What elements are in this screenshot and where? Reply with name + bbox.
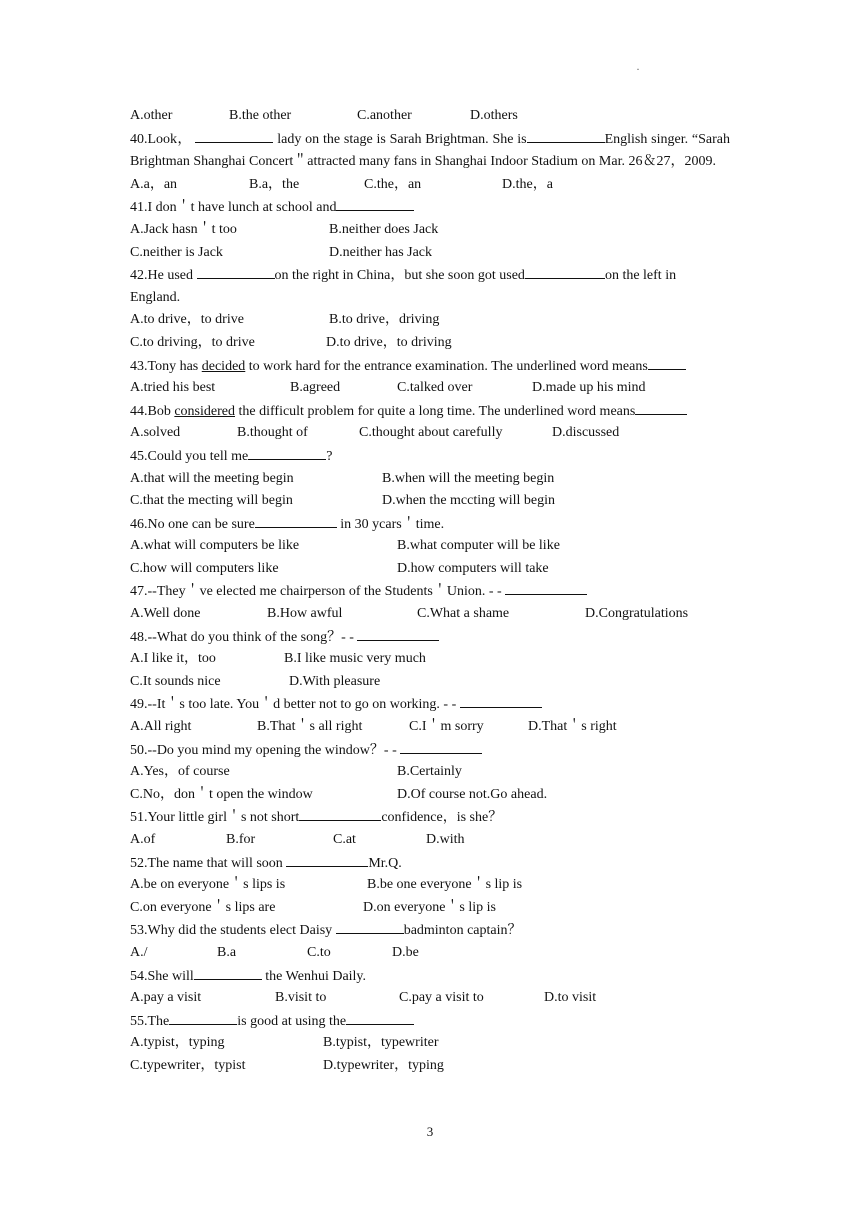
option-c: C.another	[357, 108, 412, 123]
underlined-word: considered	[174, 403, 235, 419]
option-c: C.to	[307, 944, 331, 960]
question-54-stem: 54.She will the Wenhui Daily.	[130, 965, 730, 988]
option-b: B.typist，typewriter	[323, 1035, 439, 1051]
option-a: A.tried his best	[130, 380, 216, 396]
option-d: D.on everyone＇s lip is	[363, 899, 496, 915]
question-46-options-row1	[130, 535, 730, 558]
option-a: A.Jack hasn＇t too	[130, 221, 237, 237]
option-d: D.Congratulations	[585, 606, 689, 622]
answer-blank	[460, 693, 542, 708]
question-41-options-row2	[130, 242, 730, 265]
option-c: C.talked over	[397, 380, 473, 396]
question-55-options-row1	[130, 1032, 730, 1055]
answer-blank	[400, 739, 482, 754]
option-a: A.Well done	[130, 606, 201, 622]
answer-blank	[525, 264, 605, 279]
option-a: A.solved	[130, 425, 181, 441]
answer-blank	[648, 355, 686, 370]
question-55-options-row2	[130, 1055, 730, 1078]
option-a: A.All right	[130, 719, 192, 735]
question-47-options	[130, 603, 730, 626]
option-c: C.I＇m sorry	[409, 719, 484, 735]
option-d: D.to drive，to driving	[326, 334, 452, 350]
option-d: D.to visit	[544, 990, 597, 1006]
answer-blank	[635, 400, 687, 415]
question-48-options-row1	[130, 648, 730, 671]
option-d: D.when the mccting will begin	[382, 493, 556, 509]
answer-blank	[336, 919, 404, 934]
question-list	[130, 105, 730, 1078]
option-c: C.that the mecting will begin	[130, 493, 293, 509]
question-44-stem: 44.Bob considered the difficult problem for quite a long time. The underlined word means	[130, 400, 730, 423]
option-b: B.I like music very much	[284, 651, 426, 667]
question-50-stem: 50.--Do you mind my opening the window？- -	[130, 739, 730, 762]
question-49-stem: 49.--It＇s too late. You＇d better not to go on working. - -	[130, 693, 730, 716]
question-53-stem: 53.Why did the students elect Daisy badminton captain？	[130, 919, 730, 942]
question-47-stem: 47.--They＇ve elected me chairperson of the Students＇Union. - -	[130, 580, 730, 603]
option-c: C.typewriter，typist	[130, 1057, 246, 1073]
header-mark: ·	[636, 62, 640, 76]
option-a: A.Yes，of course	[130, 764, 230, 780]
answer-blank	[197, 264, 275, 279]
option-c: C.It sounds nice	[130, 673, 221, 689]
option-b: B.for	[226, 832, 256, 847]
option-d: D.Of course not.Go ahead.	[397, 786, 548, 802]
option-b: B.to drive，driving	[329, 312, 440, 328]
question-52-stem: 52.The name that will soon Mr.Q.	[130, 852, 730, 875]
answer-blank	[286, 852, 368, 867]
question-40-options	[130, 174, 730, 197]
option-d: D.typewriter，typing	[323, 1057, 444, 1073]
option-d: D.With pleasure	[289, 673, 381, 689]
option-d: D.neither has Jack	[329, 244, 433, 260]
option-b: B.be one everyone＇s lip is	[367, 877, 523, 893]
question-49-options	[130, 716, 730, 739]
option-b: B.what computer will be like	[397, 538, 560, 554]
question-52-options-row2	[130, 897, 730, 920]
question-53-options	[130, 942, 730, 965]
option-d: D.That＇s right	[528, 719, 617, 735]
question-42-options-row1	[130, 309, 730, 332]
question-52-options-row1	[130, 874, 730, 897]
answer-blank	[255, 513, 337, 528]
question-51-stem: 51.Your little girl＇s not short confidence，is she？	[130, 806, 730, 829]
question-45-options-row1	[130, 468, 730, 491]
question-43-options	[130, 377, 730, 400]
option-d: D.discussed	[552, 425, 620, 441]
question-55-stem: 55.The is good at using the	[130, 1010, 730, 1033]
answer-blank	[527, 128, 605, 143]
question-42-stem: 42.He used on the right in China，but she soon got used on the left in	[130, 264, 730, 287]
option-a: A.to drive，to drive	[130, 312, 244, 328]
question-42-stem-cont: England.	[130, 289, 181, 305]
question-50-options-row1	[130, 761, 730, 784]
question-45-stem: 45.Could you tell me ?	[130, 445, 730, 468]
answer-blank	[346, 1010, 414, 1025]
page-number: 3	[426, 1124, 434, 1139]
question-46-stem: 46.No one can be sure in 30 ycars＇time.	[130, 513, 730, 536]
question-46-options-row2	[130, 558, 730, 581]
question-44-options	[130, 422, 730, 445]
option-b: B.Certainly	[397, 764, 462, 780]
option-b: B.How awful	[267, 606, 343, 622]
option-d: D.how computers will take	[397, 560, 549, 576]
answer-blank	[195, 128, 273, 143]
question-50-options-row2	[130, 784, 730, 807]
option-a: A.a，an	[130, 176, 178, 192]
question-48-options-row2	[130, 671, 730, 694]
question-54-options	[130, 987, 730, 1010]
option-b: B.That＇s all right	[257, 719, 363, 735]
answer-blank	[299, 806, 381, 821]
option-c: C.thought about carefully	[359, 425, 503, 441]
option-b: B.neither does Jack	[329, 221, 439, 237]
option-b: B.the other	[229, 108, 292, 123]
question-41-options-row1	[130, 219, 730, 242]
question-48-stem: 48.--What do you think of the song？- -	[130, 626, 730, 649]
option-b: B.a	[217, 944, 237, 960]
option-b: B.visit to	[275, 990, 327, 1006]
option-a: A.I like it，too	[130, 651, 216, 667]
option-a: A.be on everyone＇s lips is	[130, 877, 286, 893]
option-a: A./	[130, 944, 148, 960]
option-a: A.of	[130, 832, 156, 847]
option-c: C.pay a visit to	[399, 990, 484, 1006]
option-c: C.to driving，to drive	[130, 334, 255, 350]
answer-blank	[505, 580, 587, 595]
option-a: A.that will the meeting begin	[130, 470, 294, 486]
option-d: D.be	[392, 944, 419, 960]
option-c: C.at	[333, 832, 356, 847]
answer-blank	[248, 445, 326, 460]
question-42-options-row2	[130, 332, 730, 355]
option-b: B.agreed	[290, 380, 341, 396]
question-43-stem: 43.Tony has decided to work hard for the entrance examination. The underlined word means	[130, 355, 730, 378]
answer-blank	[169, 1010, 237, 1025]
question-40-stem: 40.Look， lady on the stage is Sarah Brightman. She is English singer. “Sarah Brightman Shanghai Concert＂attracted many fans in Shanghai Indoor Stadium on Mar. 26＆27，2009.	[130, 128, 730, 174]
option-a: A.what will computers be like	[130, 538, 300, 554]
answer-blank	[357, 626, 439, 641]
option-b: B.thought of	[237, 425, 308, 441]
question-51-options	[130, 829, 730, 852]
option-c: C.What a shame	[417, 606, 510, 622]
option-b: B.when will the meeting begin	[382, 470, 555, 486]
option-a: A.pay a visit	[130, 990, 202, 1006]
question-41-stem: 41.I don＇t have lunch at school and	[130, 196, 730, 219]
underlined-word: decided	[201, 358, 246, 374]
q39-options	[130, 105, 730, 128]
answer-blank	[336, 196, 414, 211]
option-c: C.the，an	[364, 176, 422, 192]
option-c: C.how will computers like	[130, 560, 279, 576]
option-d: D.the，a	[502, 176, 553, 192]
option-d: D.with	[426, 832, 465, 847]
option-a: A.other	[130, 108, 173, 123]
option-a: A.typist，typing	[130, 1035, 225, 1051]
option-c: C.neither is Jack	[130, 244, 223, 260]
option-d: D.others	[470, 108, 518, 123]
option-c: C.No，don＇t open the window	[130, 786, 313, 802]
option-b: B.a，the	[249, 176, 300, 192]
answer-blank	[194, 965, 262, 980]
question-45-options-row2	[130, 490, 730, 513]
option-d: D.made up his mind	[532, 380, 646, 396]
option-c: C.on everyone＇s lips are	[130, 899, 276, 915]
